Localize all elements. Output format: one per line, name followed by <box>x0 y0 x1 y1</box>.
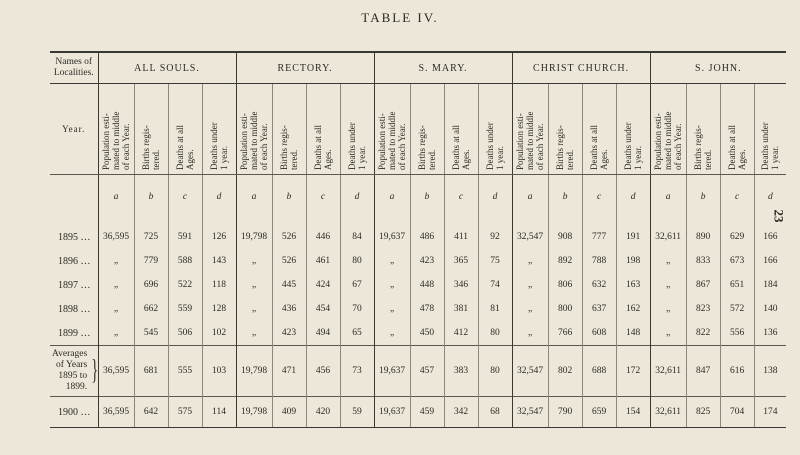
col-deaths-infant <box>616 84 650 175</box>
value-cell: 59 <box>340 397 374 428</box>
col-letter: b <box>134 175 168 220</box>
col-deaths-infant-text: Deaths under 1 year. <box>209 121 229 170</box>
value-cell: 486 <box>410 219 444 249</box>
value-cell: 32,611 <box>650 219 686 249</box>
value-cell: 908 <box>548 219 582 249</box>
col-population <box>98 84 134 175</box>
col-letter: a <box>236 175 272 220</box>
value-cell: 138 <box>754 346 786 397</box>
col-deaths-all-text: Deaths at all Ages. <box>589 124 610 170</box>
value-cell: „ <box>98 273 134 297</box>
col-deaths-all-text: Deaths at all Ages. <box>727 124 748 170</box>
table-row <box>50 273 786 297</box>
value-cell: „ <box>512 297 548 321</box>
value-cell: „ <box>374 273 410 297</box>
averages-label-text: Averages of Years 1895 to 1899. <box>52 349 88 392</box>
value-cell: „ <box>98 297 134 321</box>
value-cell: 166 <box>754 219 786 249</box>
col-deaths-all <box>720 84 754 175</box>
value-cell: 19,798 <box>236 219 272 249</box>
value-cell: 800 <box>548 297 582 321</box>
col-births-text: Births regis- tered. <box>417 124 438 170</box>
value-cell: 19,637 <box>374 219 410 249</box>
col-population-text: Population esti- mated to middle of each Year. <box>101 111 131 170</box>
locality-header-row <box>50 52 786 84</box>
col-population-text: Population esti- mated to middle of each Year. <box>377 111 408 170</box>
value-cell: 191 <box>616 219 650 249</box>
value-cell: 163 <box>616 273 650 297</box>
col-population-text: Population esti- mated to middle of each Year. <box>515 111 546 170</box>
value-cell: 342 <box>444 397 478 428</box>
value-cell: „ <box>512 321 548 346</box>
value-cell: 67 <box>340 273 374 297</box>
value-cell: „ <box>98 321 134 346</box>
value-cell: „ <box>650 273 686 297</box>
group-s-mary: S. MARY. <box>374 52 512 84</box>
value-cell: 704 <box>720 397 754 428</box>
value-cell: 461 <box>306 249 340 273</box>
value-cell: 136 <box>754 321 786 346</box>
value-cell: 118 <box>202 273 236 297</box>
value-cell: 608 <box>582 321 616 346</box>
table-row <box>50 219 786 249</box>
value-cell: 688 <box>582 346 616 397</box>
value-cell: 446 <box>306 219 340 249</box>
value-cell: 616 <box>720 346 754 397</box>
value-cell: 822 <box>686 321 720 346</box>
col-births <box>686 84 720 175</box>
value-cell: 779 <box>134 249 168 273</box>
col-letter: d <box>754 175 786 220</box>
col-letter: b <box>686 175 720 220</box>
value-cell: 423 <box>272 321 306 346</box>
col-deaths-all-text: Deaths at all Ages. <box>451 124 472 170</box>
value-cell: „ <box>650 321 686 346</box>
value-cell: „ <box>374 321 410 346</box>
table-row <box>50 297 786 321</box>
table-row <box>50 321 786 346</box>
value-cell: „ <box>236 297 272 321</box>
value-cell: 459 <box>410 397 444 428</box>
value-cell: 766 <box>548 321 582 346</box>
value-cell: 81 <box>478 297 512 321</box>
value-cell: 802 <box>548 346 582 397</box>
locality-label <box>50 52 98 84</box>
value-cell: „ <box>374 249 410 273</box>
col-deaths-infant-text: Deaths under 1 year. <box>485 121 506 170</box>
value-cell: 92 <box>478 219 512 249</box>
year-cell: 1895 … <box>58 231 91 243</box>
value-cell: 126 <box>202 219 236 249</box>
value-cell: 381 <box>444 297 478 321</box>
value-cell: 19,637 <box>374 397 410 428</box>
col-letter: d <box>616 175 650 220</box>
value-cell: 162 <box>616 297 650 321</box>
col-births-text: Births regis- tered. <box>693 124 714 170</box>
col-letter: c <box>720 175 754 220</box>
col-births <box>134 84 168 175</box>
value-cell: 681 <box>134 346 168 397</box>
col-births-text: Births regis- tered. <box>555 124 576 170</box>
col-deaths-infant-text: Deaths under 1 year. <box>760 121 781 170</box>
value-cell: 823 <box>686 297 720 321</box>
year-label: Year. <box>50 84 98 175</box>
col-letter: c <box>444 175 478 220</box>
value-cell: 346 <box>444 273 478 297</box>
value-cell: 19,637 <box>374 346 410 397</box>
value-cell: 172 <box>616 346 650 397</box>
col-letter: a <box>374 175 410 220</box>
year-cell: 1899 … <box>58 327 91 339</box>
value-cell: 80 <box>478 346 512 397</box>
value-cell: 673 <box>720 249 754 273</box>
col-letter: a <box>98 175 134 220</box>
value-cell: 588 <box>168 249 202 273</box>
value-cell: 198 <box>616 249 650 273</box>
mortality-table <box>50 51 786 428</box>
group-s-john: S. JOHN. <box>650 52 786 84</box>
col-deaths-infant <box>202 84 236 175</box>
col-letter: a <box>650 175 686 220</box>
value-cell: 494 <box>306 321 340 346</box>
value-cell: 420 <box>306 397 340 428</box>
value-cell: 32,547 <box>512 219 548 249</box>
value-cell: 445 <box>272 273 306 297</box>
value-cell: 892 <box>548 249 582 273</box>
value-cell: 526 <box>272 219 306 249</box>
col-births <box>548 84 582 175</box>
page-number: 23 <box>771 209 787 223</box>
col-population <box>236 84 272 175</box>
value-cell: „ <box>650 297 686 321</box>
value-cell: 80 <box>340 249 374 273</box>
col-deaths-all <box>444 84 478 175</box>
col-population <box>374 84 410 175</box>
col-deaths-all <box>582 84 616 175</box>
col-letter: c <box>582 175 616 220</box>
col-deaths-infant-text: Deaths under 1 year. <box>623 121 644 170</box>
value-cell: 867 <box>686 273 720 297</box>
data-rows <box>50 219 786 346</box>
col-deaths-all <box>168 84 202 175</box>
col-letter: b <box>410 175 444 220</box>
col-births-text: Births regis- tered. <box>279 124 299 170</box>
value-cell: 70 <box>340 297 374 321</box>
value-cell: 143 <box>202 249 236 273</box>
value-cell: 412 <box>444 321 478 346</box>
value-cell: 36,595 <box>98 346 134 397</box>
value-cell: 777 <box>582 219 616 249</box>
value-cell: 32,611 <box>650 346 686 397</box>
value-cell: 659 <box>582 397 616 428</box>
value-cell: 457 <box>410 346 444 397</box>
value-cell: 436 <box>272 297 306 321</box>
value-cell: 84 <box>340 219 374 249</box>
col-letter: a <box>512 175 548 220</box>
value-cell: 32,547 <box>512 397 548 428</box>
col-letter: d <box>340 175 374 220</box>
value-cell: 471 <box>272 346 306 397</box>
value-cell: „ <box>650 249 686 273</box>
value-cell: 166 <box>754 249 786 273</box>
value-cell: 790 <box>548 397 582 428</box>
value-cell: 424 <box>306 273 340 297</box>
value-cell: 148 <box>616 321 650 346</box>
value-cell: 32,611 <box>650 397 686 428</box>
brace-glyph: } <box>91 355 98 386</box>
year-cell: 1897 … <box>58 279 91 291</box>
value-cell: 825 <box>686 397 720 428</box>
value-cell: 409 <box>272 397 306 428</box>
value-cell: 114 <box>202 397 236 428</box>
page-title: TABLE IV. <box>361 10 439 25</box>
value-cell: „ <box>236 249 272 273</box>
group-christ-church: CHRIST CHURCH. <box>512 52 650 84</box>
col-deaths-all-text: Deaths at all Ages. <box>313 124 333 170</box>
year-cell: 1898 … <box>58 303 91 315</box>
value-cell: 555 <box>168 346 202 397</box>
value-cell: 365 <box>444 249 478 273</box>
value-cell: „ <box>374 297 410 321</box>
value-cell: „ <box>512 249 548 273</box>
col-deaths-infant <box>340 84 374 175</box>
value-cell: 725 <box>134 219 168 249</box>
value-cell: 74 <box>478 273 512 297</box>
value-cell: 65 <box>340 321 374 346</box>
value-cell: 32,547 <box>512 346 548 397</box>
col-births <box>272 84 306 175</box>
value-cell: „ <box>98 249 134 273</box>
year-cell: 1896 … <box>58 255 91 267</box>
value-cell: „ <box>512 273 548 297</box>
col-deaths-infant-text: Deaths under 1 year. <box>347 121 368 170</box>
value-cell: 454 <box>306 297 340 321</box>
value-cell: 411 <box>444 219 478 249</box>
value-cell: 68 <box>478 397 512 428</box>
value-cell: 140 <box>754 297 786 321</box>
col-letter: c <box>168 175 202 220</box>
value-cell: 478 <box>410 297 444 321</box>
year-cell: 1900 … <box>50 397 98 428</box>
value-cell: 36,595 <box>98 219 134 249</box>
value-cell: 184 <box>754 273 786 297</box>
value-cell: 833 <box>686 249 720 273</box>
value-cell: 80 <box>478 321 512 346</box>
value-cell: 506 <box>168 321 202 346</box>
value-cell: 591 <box>168 219 202 249</box>
col-population-text: Population esti- mated to middle of each Year. <box>653 111 684 170</box>
col-population <box>650 84 686 175</box>
column-header-row <box>50 84 786 175</box>
value-cell: 522 <box>168 273 202 297</box>
value-cell: 847 <box>686 346 720 397</box>
col-births-text: Births regis- tered. <box>141 124 161 170</box>
col-deaths-all-text: Deaths at all Ages. <box>175 124 195 170</box>
col-population <box>512 84 548 175</box>
value-cell: 642 <box>134 397 168 428</box>
letter-spacer <box>50 175 98 220</box>
value-cell: 662 <box>134 297 168 321</box>
col-deaths-infant <box>478 84 512 175</box>
value-cell: 545 <box>134 321 168 346</box>
value-cell: 696 <box>134 273 168 297</box>
value-cell: 556 <box>720 321 754 346</box>
value-cell: 806 <box>548 273 582 297</box>
col-letter: d <box>478 175 512 220</box>
averages-label <box>50 346 98 397</box>
col-deaths-infant <box>754 84 786 175</box>
value-cell: 19,798 <box>236 397 272 428</box>
col-letter: b <box>272 175 306 220</box>
value-cell: 651 <box>720 273 754 297</box>
value-cell: 174 <box>754 397 786 428</box>
value-cell: 423 <box>410 249 444 273</box>
col-births <box>410 84 444 175</box>
value-cell: 75 <box>478 249 512 273</box>
column-letter-row <box>50 175 786 220</box>
value-cell: „ <box>236 321 272 346</box>
value-cell: 128 <box>202 297 236 321</box>
col-letter: c <box>306 175 340 220</box>
value-cell: 456 <box>306 346 340 397</box>
value-cell: 154 <box>616 397 650 428</box>
value-cell: „ <box>236 273 272 297</box>
value-cell: 73 <box>340 346 374 397</box>
locality-label-text: Names of Localities. <box>53 57 94 78</box>
value-cell: 36,595 <box>98 397 134 428</box>
group-all-souls: ALL SOULS. <box>98 52 236 84</box>
value-cell: 526 <box>272 249 306 273</box>
value-cell: 632 <box>582 273 616 297</box>
value-cell: 572 <box>720 297 754 321</box>
col-deaths-all <box>306 84 340 175</box>
final-year-row <box>50 397 786 428</box>
table-row <box>50 249 786 273</box>
col-population-text: Population esti- mated to middle of each Year. <box>239 111 269 170</box>
value-cell: 788 <box>582 249 616 273</box>
value-cell: 559 <box>168 297 202 321</box>
group-rectory: RECTORY. <box>236 52 374 84</box>
averages-row <box>50 346 786 397</box>
value-cell: 383 <box>444 346 478 397</box>
value-cell: 637 <box>582 297 616 321</box>
value-cell: 575 <box>168 397 202 428</box>
value-cell: 19,798 <box>236 346 272 397</box>
value-cell: 103 <box>202 346 236 397</box>
value-cell: 102 <box>202 321 236 346</box>
col-letter: b <box>548 175 582 220</box>
value-cell: 448 <box>410 273 444 297</box>
col-letter: d <box>202 175 236 220</box>
value-cell: 629 <box>720 219 754 249</box>
value-cell: 890 <box>686 219 720 249</box>
value-cell: 450 <box>410 321 444 346</box>
